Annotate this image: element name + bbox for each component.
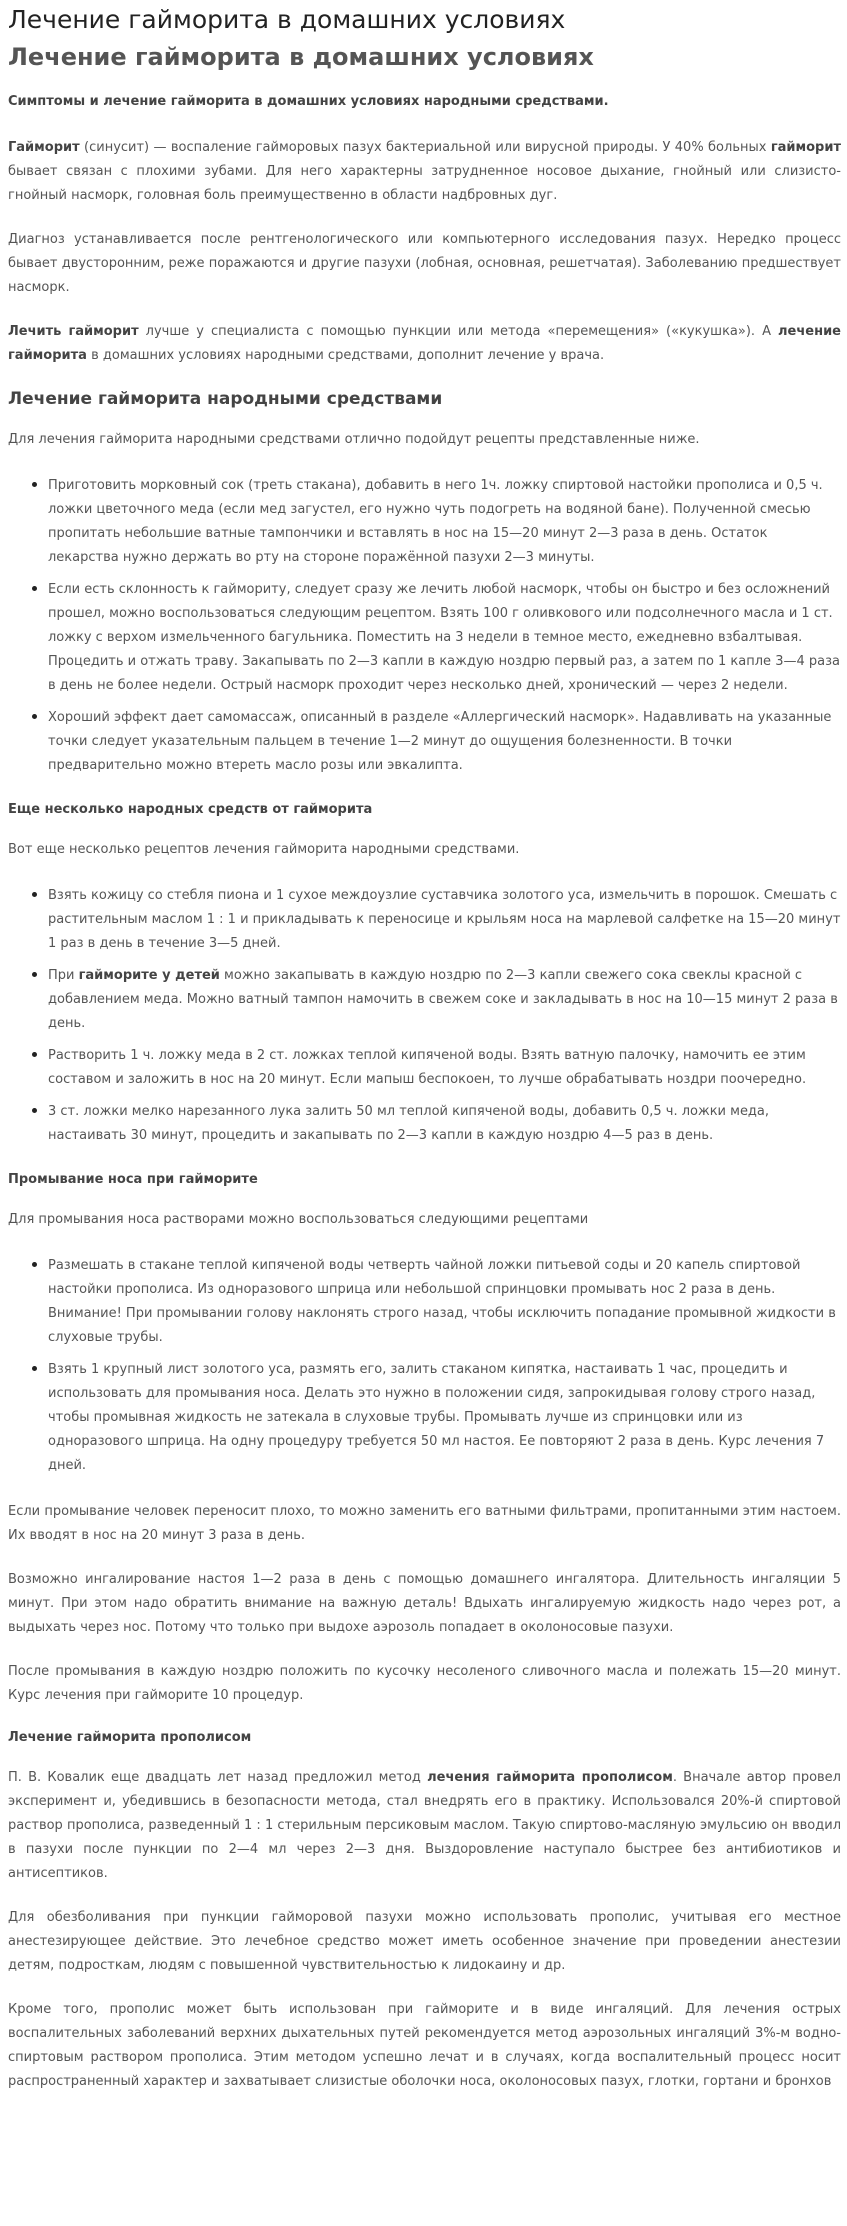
article-title: Лечение гайморита в домашних условиях	[8, 43, 594, 71]
text: При	[48, 968, 79, 983]
paragraph-butter: После промывания в каждую ноздрю положить по кусочку несоленого сливочного масла и полежать 15—20 минут. Курс лечения при гайморите 10 процедур.	[8, 1664, 841, 1703]
section-lead: Для промывания носа растворами можно воспользоваться следующими рецептами	[8, 1212, 589, 1227]
section-heading-folk-remedies: Лечение гайморита народными средствами	[8, 389, 443, 409]
term-bold: лечения гайморита прополисом	[427, 1770, 673, 1785]
recipe-list	[8, 1252, 841, 1478]
section-lead: Вот еще несколько рецептов лечения гайморита народными средствами.	[8, 842, 520, 857]
list-item: • Хороший эффект дает самомассаж, описанный в разделе «Аллергический насморк». Надавливать на указанные точки следует указательным пальцем в течение 1—2 минут до ощущения болезненности. В точки предварительно можно втереть масло розы или эвкалипта.	[48, 704, 841, 778]
term-bold: Гайморит	[8, 140, 80, 155]
section-heading-propolis: Лечение гайморита прополисом	[8, 1730, 252, 1745]
paragraph-inhalation: Возможно ингалирование настоя 1—2 раза в день с помощью домашнего ингалятора. Длительность ингаляции 5 минут. При этом надо обратить внимание на важную деталь! Вдыхать ингалируемую жидкость надо через рот, а выдыхать через нос. Потому что только при выдохе аэрозоль попадает в околоносовые пазухи.	[8, 1572, 841, 1635]
term-bold: лечение гайморита	[8, 324, 842, 363]
text: . Вначале автор провел эксперимент и, убедившись в безопасности метода, стал внедрять его в практику. Использовался 20%-й спиртовой раствор прополиса, разведенный 1 : 1 стерильным персиковым маслом. Такую спиртово-масляную эмульсию он вводил в пазухи после пункции по 2—4 мл через 2—3 дня. Выздоровление наступало быстрее без антибиотиков и антисептиков.	[8, 1770, 841, 1881]
list-item	[48, 962, 841, 1036]
text: можно закапывать в каждую ноздрю по 2—3 капли свежего сока свеклы красной с добавлением меда. Можно ватный тампон намочить в свежем соке и закладывать в нос на 10—15 минут 2 раза в день.	[48, 968, 838, 1031]
section-lead: Для лечения гайморита народными средствами отлично подойдут рецепты представленные ниже.	[8, 432, 700, 447]
paragraph-definition	[8, 136, 841, 208]
list-item: • Приготовить морковный сок (треть стакана), добавить в него 1ч. ложку спиртовой настойки прополиса и 0,5 ч. ложки цветочного меда (если мед загустел, его нужно чуть подогреть на водяной бане). Полученной смесью пропитать небольшие ватные тампончики и вставлять в нос на 15—20 минут 2—3 раза в день. Остаток лекарства нужно держать во рту на стороне поражённой пазухи 2—3 минуты.	[48, 472, 841, 570]
text: бывает связан с плохими зубами. Для него характерны затрудненное носовое дыхание, гнойный или слизисто-гнойный насморк, головная боль преимущественно в области надбровных дуг.	[8, 164, 841, 203]
paragraph-anesthesia: Для обезболивания при пункции гайморовой пазухи можно использовать прополис, учитывая его местное анестезирующее действие. Это лечебное средство может иметь особенное значение при проведении анестезии детям, подросткам, людям с повышенной чувствительностью к лидокаину и др.	[8, 1910, 841, 1973]
term-bold: гайморите у детей	[78, 968, 220, 983]
recipe-list	[8, 472, 841, 778]
term-bold: гайморит	[770, 140, 841, 155]
recipe-list	[8, 882, 841, 1148]
list-item: • Размешать в стакане теплой кипяченой воды четверть чайной ложки питьевой соды и 20 капель спиртовой настойки прополиса. Из одноразового шприца или небольшой спринцовки промывать нос 2 раза в день. Внимание! При промывании голову наклонять строго назад, чтобы исключить попадание промывной жидкости в слуховые трубы.	[48, 1252, 841, 1350]
list-item: • Взять кожицу со стебля пиона и 1 сухое междоузлие суставчика золотого уса, измельчить в порошок. Смешать с растительным маслом 1 : 1 и прикладывать к переносице и крыльям носа на марлевой салфетке на 15—20 минут 1 раз в день в течение 3—5 дней.	[48, 882, 841, 956]
paragraph-kovalik	[8, 1766, 841, 1886]
list-item: • 3 ст. ложки мелко нарезанного лука залить 50 мл теплой кипяченой воды, добавить 0,5 ч. ложки меда, настаивать 30 минут, процедить и закапывать по 2—3 капли в каждую ноздрю 4—5 раз в день.	[48, 1098, 841, 1148]
text: в домашних условиях народными средствами, дополнит лечение у врача.	[86, 348, 605, 363]
text: (синусит) — воспаление гайморовых пазух бактериальной или вирусной природы. У 40% больных	[79, 140, 771, 155]
paragraph-diagnosis: Диагноз устанавливается после рентгенологического или компьютерного исследования пазух. Нередко процесс бывает двусторонним, реже поражаются и другие пазухи (лобная, основная, решетчатая). Заболеванию предшествует насморк.	[8, 232, 841, 295]
paragraph-filters: Если промывание человек переносит плохо, то можно заменить его ватными фильтрами, пропитанными этим настоем. Их вводят в нос на 20 минут 3 раза в день.	[8, 1504, 841, 1543]
intro-text: Симптомы и лечение гайморита в домашних условиях народными средствами.	[8, 94, 609, 109]
text: лучше у специалиста с помощью пункции или метода «перемещения» («кукушка»). А	[138, 324, 779, 339]
list-item: • Взять 1 крупный лист золотого уса, размять его, залить стаканом кипятка, настаивать 1 час, процедить и использовать для промывания носа. Делать это нужно в положении сидя, запрокидывая голову строго назад, чтобы промывная жидкость не затекала в слуховые трубы. Промывать лучше из спринцовки или из одноразового шприца. На одну процедуру требуется 50 мл настоя. Ее повторяют 2 раза в день. Курс лечения 7 дней.	[48, 1356, 841, 1478]
page-title: Лечение гайморита в домашних условиях	[8, 5, 566, 34]
term-bold: гайморит	[68, 324, 139, 339]
term-bold: Лечить	[8, 324, 62, 339]
paragraph-inhalations: Кроме того, прополис может быть использован при гайморите и в виде ингаляций. Для лечения острых воспалительных заболеваний верхних дыхательных путей рекомендуется метод аэрозольных ингаляций 3%-м водно-спиртовым раствором прополиса. Этим методом успешно лечат и в случаях, когда воспалительный процесс носит распространенный характер и захватывает слизистые оболочки носа, околоносовых пазух, глотки, гортани и бронхов	[8, 2002, 841, 2089]
list-item: • Если есть склонность к гаймориту, следует сразу же лечить любой насморк, чтобы он быстро и без осложнений прошел, можно воспользоваться следующим рецептом. Взять 100 г оливкового или подсолнечного масла и 1 ст. ложку с верхом измельченного багульника. Поместить на 3 недели в темное место, ежедневно взбалтывая. Процедить и отжать траву. Закапывать по 2—3 капли в каждую ноздрю первый раз, а затем по 1 капле 3—4 раза в день не более недели. Острый насморк проходит через несколько дней, хронический — через 2 недели.	[48, 576, 841, 698]
section-heading-more-remedies: Еще несколько народных средств от гайморита	[8, 802, 373, 817]
list-item: • Растворить 1 ч. ложку меда в 2 ст. ложках теплой кипяченой воды. Взять ватную палочку, намочить ее этим составом и заложить в нос на 20 минут. Если мапыш беспокоен, то лучше обрабатывать ноздри поочередно.	[48, 1042, 841, 1092]
paragraph-treatment	[8, 320, 841, 368]
text: П. В. Ковалик еще двадцать лет назад предложил метод	[8, 1770, 428, 1785]
section-heading-nasal-rinse: Промывание носа при гайморите	[8, 1172, 258, 1187]
